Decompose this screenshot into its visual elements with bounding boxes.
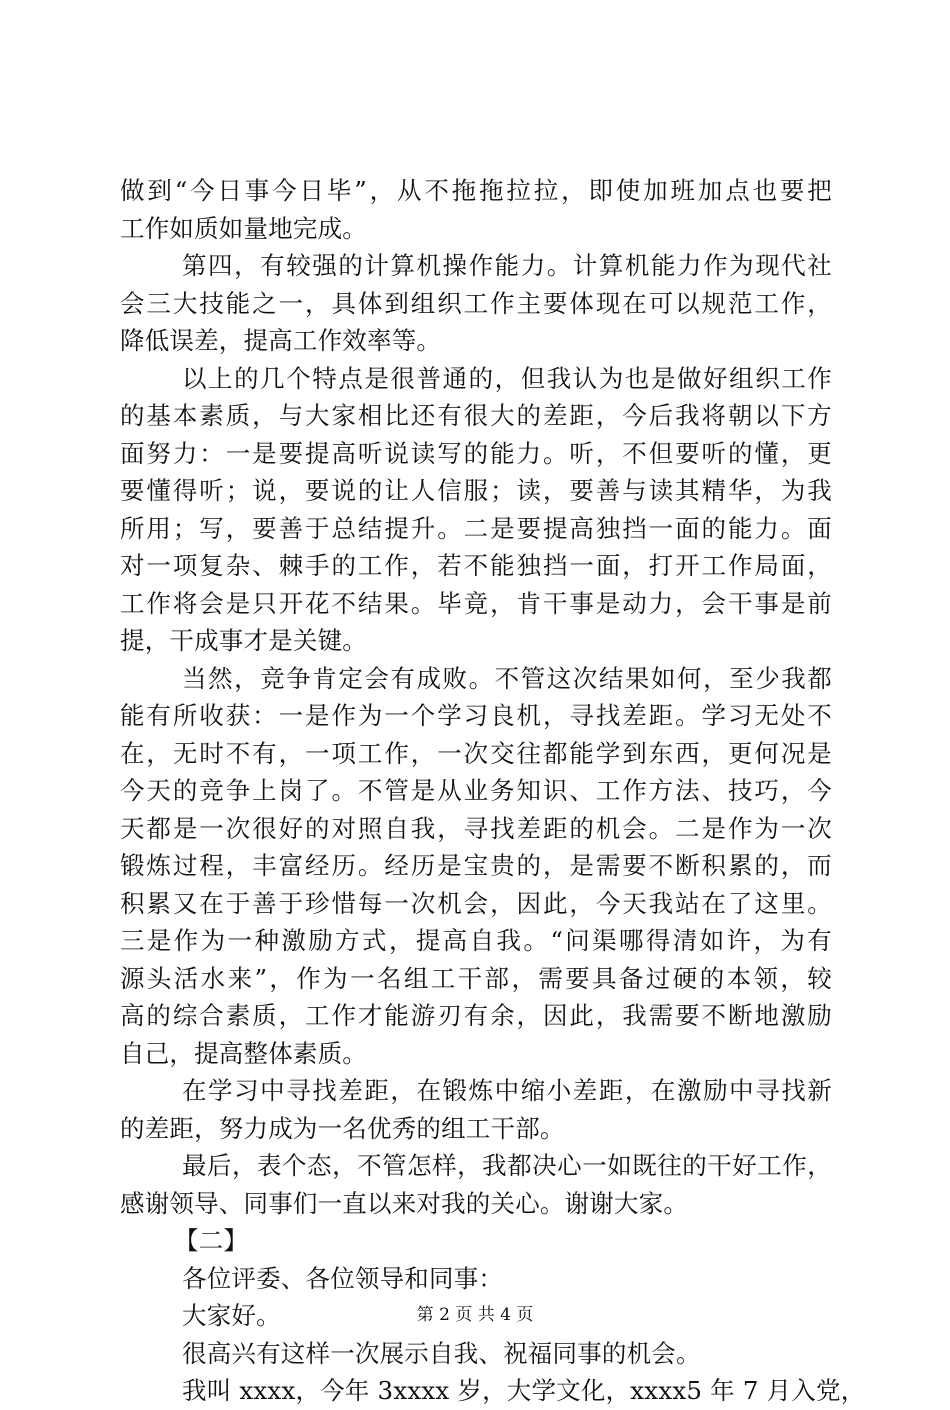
text-line: 今天的竞争上岗了。不管是从业务知识、工作方法、技巧，今 bbox=[120, 776, 832, 805]
text-line: 以上的几个特点是很普通的，但我认为也是做好组织工作 bbox=[182, 363, 832, 393]
text-line: 第四，有较强的计算机操作能力。计算机能力作为现代社 bbox=[182, 251, 832, 280]
text-line: 工作将会是只开花不结果。毕竟，肯干事是动力，会干事是前 bbox=[120, 588, 832, 618]
text-line: 很高兴有这样一次展示自我、祝福同事的机会。 bbox=[182, 1338, 701, 1368]
text-line: 源头活水来”，作为一名组工干部，需要具备过硬的本领，较 bbox=[120, 963, 832, 993]
page-footer: 第 2 页 共 4 页 bbox=[416, 1305, 534, 1325]
text-line: 面努力：一是要提高听说读写的能力。听，不但要听的懂，更 bbox=[120, 438, 832, 468]
text-line: 【二】 bbox=[174, 1226, 249, 1255]
text-line: 的差距，努力成为一名优秀的组工干部。 bbox=[120, 1113, 565, 1143]
text-line: 工作如质如量地完成。 bbox=[120, 213, 367, 243]
text-line: 在学习中寻找差距，在锻炼中缩小差距，在激励中寻找新 bbox=[182, 1076, 832, 1105]
text-line: 的基本素质，与大家相比还有很大的差距，今后我将朝以下方 bbox=[120, 401, 832, 430]
text-line: 最后，表个态，不管怎样，我都决心一如既往的干好工作， bbox=[182, 1151, 832, 1180]
text-line: 各位评委、各位领导和同事： bbox=[182, 1263, 504, 1293]
text-line: 感谢领导、同事们一直以来对我的关心。谢谢大家。 bbox=[120, 1188, 689, 1218]
text-line: 能有所收获：一是作为一个学习良机，寻找差距。学习无处不 bbox=[120, 701, 832, 730]
text-line: 当然，竞争肯定会有成败。不管这次结果如何，至少我都 bbox=[182, 663, 832, 693]
text-line: 大家好。 bbox=[182, 1301, 281, 1330]
text-line: 三是作为一种激励方式，提高自我。“问渠哪得清如许，为有 bbox=[120, 926, 832, 955]
text-line: 自己，提高整体素质。 bbox=[120, 1038, 367, 1068]
text-line: 做到“今日事今日毕”，从不拖拖拉拉，即使加班加点也要把 bbox=[120, 176, 832, 205]
text-line: 降低误差，提高工作效率等。 bbox=[120, 326, 442, 355]
text-line: 在，无时不有，一项工作，一次交往都能学到东西，更何况是 bbox=[120, 738, 832, 768]
text-line: 提，干成事才是关键。 bbox=[120, 626, 367, 655]
text-line: 积累又在于善于珍惜每一次机会，因此，今天我站在了这里。 bbox=[120, 888, 832, 918]
text-line: 锻炼过程，丰富经历。经历是宝贵的，是需要不断积累的，而 bbox=[120, 851, 832, 880]
text-line: 所用；写，要善于总结提升。二是要提高独挡一面的能力。面 bbox=[120, 513, 832, 543]
text-line: 会三大技能之一，具体到组织工作主要体现在可以规范工作， bbox=[120, 288, 832, 318]
text-line: 我叫 xxxx，今年 3xxxx 岁，大学文化，xxxx5 年 7 月入党， bbox=[182, 1376, 866, 1405]
text-line: 对一项复杂、棘手的工作，若不能独挡一面，打开工作局面， bbox=[120, 551, 832, 580]
text-line: 天都是一次很好的对照自我，寻找差距的机会。二是作为一次 bbox=[120, 813, 832, 843]
document-body bbox=[120, 172, 866, 1410]
text-line: 要懂得听；说，要说的让人信服；读，要善与读其精华，为我 bbox=[120, 476, 832, 505]
text-line: 高的综合素质，工作才能游刃有余，因此，我需要不断地激励 bbox=[120, 1001, 832, 1030]
